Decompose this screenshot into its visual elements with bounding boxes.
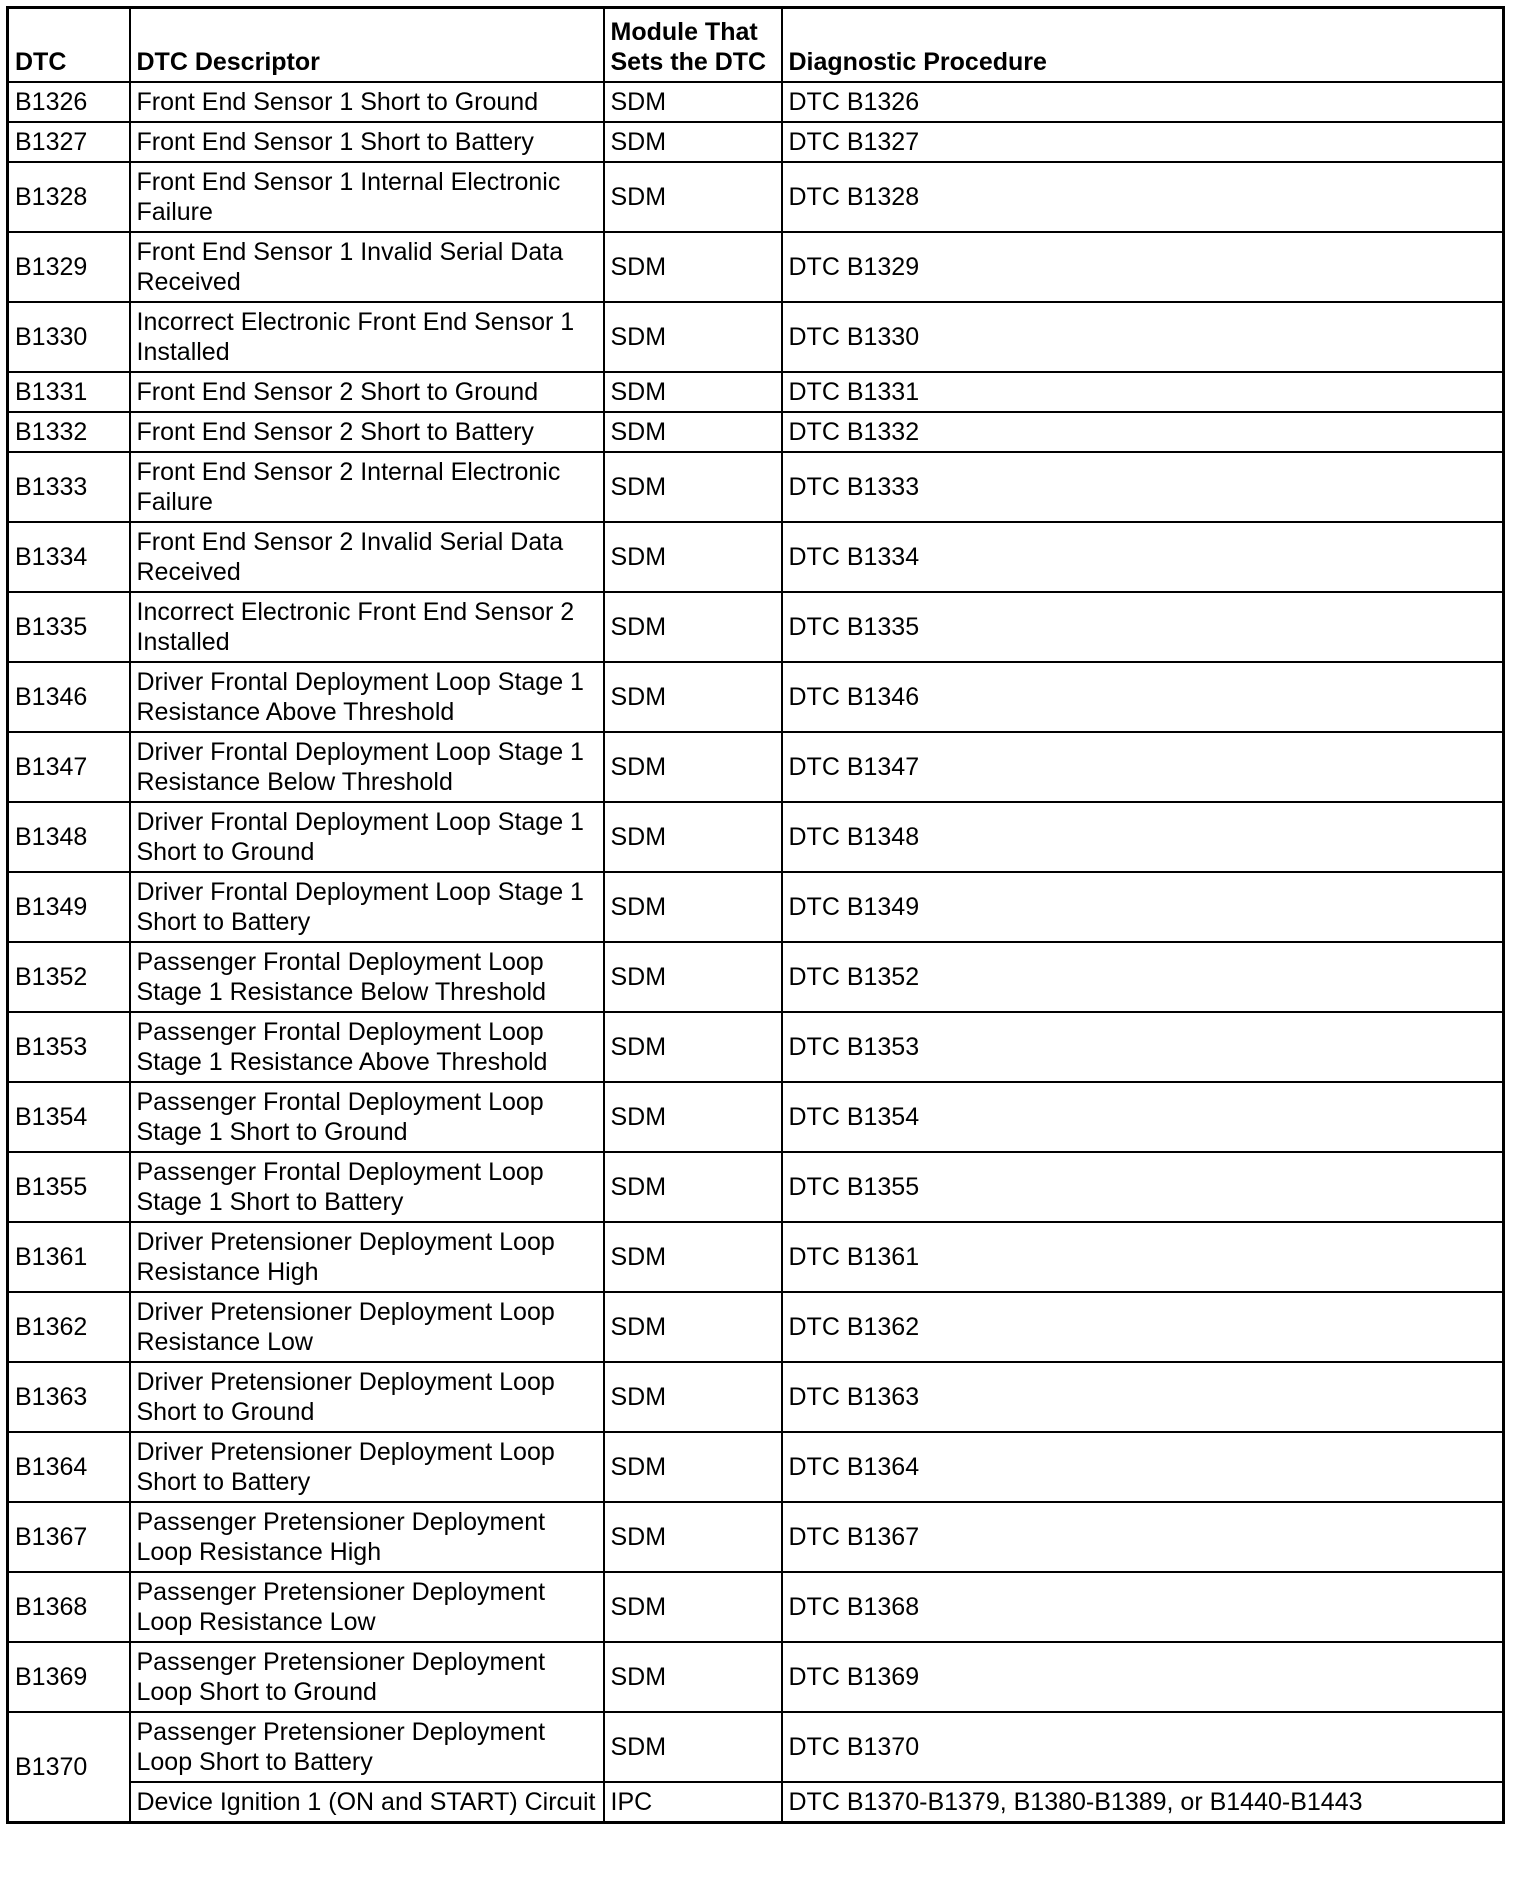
table-row (8, 1502, 1504, 1572)
dtc-code-cell: B1346 (8, 662, 130, 732)
table-row (8, 372, 1504, 412)
dtc-descriptor-cell: Front End Sensor 2 Invalid Serial Data Received (130, 522, 604, 592)
table-row (8, 1572, 1504, 1642)
module-cell: SDM (604, 1642, 782, 1712)
dtc-descriptor-cell: Passenger Frontal Deployment Loop Stage 1 Short to Battery (130, 1152, 604, 1222)
dtc-descriptor-cell: Front End Sensor 2 Short to Battery (130, 412, 604, 452)
dtc-descriptor-cell: Front End Sensor 1 Internal Electronic Failure (130, 162, 604, 232)
diagnostic-procedure-cell: DTC B1349 (782, 872, 1504, 942)
diagnostic-procedure-cell: DTC B1328 (782, 162, 1504, 232)
module-cell: SDM (604, 372, 782, 412)
diagnostic-procedure-cell: DTC B1354 (782, 1082, 1504, 1152)
dtc-code-cell: B1353 (8, 1012, 130, 1082)
table-row (8, 452, 1504, 522)
header-dtc: DTC (8, 8, 130, 83)
table-row (8, 1362, 1504, 1432)
diagnostic-procedure-cell: DTC B1369 (782, 1642, 1504, 1712)
dtc-code-cell: B1363 (8, 1362, 130, 1432)
module-cell: SDM (604, 232, 782, 302)
diagnostic-procedure-cell: DTC B1370 (782, 1712, 1504, 1782)
table-row (8, 1782, 1504, 1823)
module-cell: SDM (604, 412, 782, 452)
diagnostic-procedure-cell: DTC B1326 (782, 82, 1504, 122)
dtc-code-cell: B1334 (8, 522, 130, 592)
header-procedure: Diagnostic Procedure (782, 8, 1504, 83)
dtc-code-cell: B1331 (8, 372, 130, 412)
module-cell: SDM (604, 1572, 782, 1642)
module-cell: SDM (604, 452, 782, 522)
dtc-code-cell: B1367 (8, 1502, 130, 1572)
dtc-code-cell: B1369 (8, 1642, 130, 1712)
module-cell: SDM (604, 1222, 782, 1292)
dtc-code-cell: B1328 (8, 162, 130, 232)
table-row (8, 522, 1504, 592)
table-row (8, 942, 1504, 1012)
dtc-descriptor-cell: Incorrect Electronic Front End Sensor 2 Installed (130, 592, 604, 662)
table-row (8, 82, 1504, 122)
header-row (8, 8, 1504, 83)
header-module: Module That Sets the DTC (604, 8, 782, 83)
diagnostic-procedure-cell: DTC B1352 (782, 942, 1504, 1012)
dtc-descriptor-cell: Front End Sensor 2 Short to Ground (130, 372, 604, 412)
table-row (8, 302, 1504, 372)
diagnostic-procedure-cell: DTC B1331 (782, 372, 1504, 412)
table-row (8, 232, 1504, 302)
dtc-descriptor-cell: Front End Sensor 1 Invalid Serial Data Received (130, 232, 604, 302)
module-cell: IPC (604, 1782, 782, 1823)
dtc-descriptor-cell: Front End Sensor 1 Short to Battery (130, 122, 604, 162)
dtc-descriptor-cell: Passenger Frontal Deployment Loop Stage 1 Resistance Below Threshold (130, 942, 604, 1012)
dtc-code-cell: B1354 (8, 1082, 130, 1152)
module-cell: SDM (604, 592, 782, 662)
dtc-code-cell: B1368 (8, 1572, 130, 1642)
diagnostic-procedure-cell: DTC B1368 (782, 1572, 1504, 1642)
module-cell: SDM (604, 1712, 782, 1782)
diagnostic-procedure-cell: DTC B1353 (782, 1012, 1504, 1082)
dtc-code-cell: B1364 (8, 1432, 130, 1502)
table-row (8, 592, 1504, 662)
module-cell: SDM (604, 1502, 782, 1572)
diagnostic-procedure-cell: DTC B1333 (782, 452, 1504, 522)
dtc-descriptor-cell: Passenger Pretensioner Deployment Loop Short to Ground (130, 1642, 604, 1712)
module-cell: SDM (604, 1082, 782, 1152)
diagnostic-procedure-cell: DTC B1364 (782, 1432, 1504, 1502)
dtc-code-cell: B1330 (8, 302, 130, 372)
table-row (8, 1432, 1504, 1502)
dtc-code-cell: B1327 (8, 122, 130, 162)
module-cell: SDM (604, 942, 782, 1012)
dtc-descriptor-cell: Front End Sensor 1 Short to Ground (130, 82, 604, 122)
table-body (8, 82, 1504, 1823)
table-row (8, 1082, 1504, 1152)
dtc-descriptor-cell: Device Ignition 1 (ON and START) Circuit (130, 1782, 604, 1823)
dtc-code-cell: B1348 (8, 802, 130, 872)
module-cell: SDM (604, 162, 782, 232)
diagnostic-procedure-cell: DTC B1329 (782, 232, 1504, 302)
table-row (8, 1012, 1504, 1082)
dtc-descriptor-cell: Passenger Frontal Deployment Loop Stage 1 Resistance Above Threshold (130, 1012, 604, 1082)
dtc-descriptor-cell: Passenger Pretensioner Deployment Loop Resistance Low (130, 1572, 604, 1642)
diagnostic-procedure-cell: DTC B1330 (782, 302, 1504, 372)
table-row (8, 872, 1504, 942)
header-descriptor: DTC Descriptor (130, 8, 604, 83)
module-cell: SDM (604, 1012, 782, 1082)
table-row (8, 412, 1504, 452)
dtc-code-cell: B1329 (8, 232, 130, 302)
module-cell: SDM (604, 302, 782, 372)
diagnostic-procedure-cell: DTC B1355 (782, 1152, 1504, 1222)
table-row (8, 1292, 1504, 1362)
table-row (8, 1642, 1504, 1712)
module-cell: SDM (604, 802, 782, 872)
table-row (8, 662, 1504, 732)
table-row (8, 1712, 1504, 1782)
table-row (8, 162, 1504, 232)
dtc-code-cell: B1333 (8, 452, 130, 522)
dtc-descriptor-cell: Driver Frontal Deployment Loop Stage 1 Resistance Above Threshold (130, 662, 604, 732)
dtc-descriptor-cell: Incorrect Electronic Front End Sensor 1 Installed (130, 302, 604, 372)
dtc-code-cell: B1349 (8, 872, 130, 942)
table-row (8, 1222, 1504, 1292)
module-cell: SDM (604, 1432, 782, 1502)
dtc-code-cell: B1326 (8, 82, 130, 122)
dtc-code-cell: B1347 (8, 732, 130, 802)
diagnostic-procedure-cell: DTC B1367 (782, 1502, 1504, 1572)
diagnostic-procedure-cell: DTC B1362 (782, 1292, 1504, 1362)
dtc-descriptor-cell: Front End Sensor 2 Internal Electronic Failure (130, 452, 604, 522)
diagnostic-procedure-cell: DTC B1334 (782, 522, 1504, 592)
diagnostic-procedure-cell: DTC B1370-B1379, B1380-B1389, or B1440-B1443 (782, 1782, 1504, 1823)
diagnostic-procedure-cell: DTC B1327 (782, 122, 1504, 162)
dtc-table (6, 6, 1505, 1824)
dtc-descriptor-cell: Driver Frontal Deployment Loop Stage 1 Short to Battery (130, 872, 604, 942)
table-row (8, 122, 1504, 162)
dtc-code-cell: B1370 (8, 1712, 130, 1823)
module-cell: SDM (604, 1152, 782, 1222)
table-row (8, 802, 1504, 872)
dtc-code-cell: B1362 (8, 1292, 130, 1362)
module-cell: SDM (604, 1362, 782, 1432)
diagnostic-procedure-cell: DTC B1347 (782, 732, 1504, 802)
module-cell: SDM (604, 662, 782, 732)
dtc-descriptor-cell: Passenger Frontal Deployment Loop Stage 1 Short to Ground (130, 1082, 604, 1152)
dtc-descriptor-cell: Driver Frontal Deployment Loop Stage 1 Resistance Below Threshold (130, 732, 604, 802)
module-cell: SDM (604, 122, 782, 162)
dtc-code-cell: B1355 (8, 1152, 130, 1222)
diagnostic-procedure-cell: DTC B1335 (782, 592, 1504, 662)
dtc-code-cell: B1332 (8, 412, 130, 452)
module-cell: SDM (604, 1292, 782, 1362)
diagnostic-procedure-cell: DTC B1346 (782, 662, 1504, 732)
dtc-descriptor-cell: Driver Pretensioner Deployment Loop Resistance Low (130, 1292, 604, 1362)
dtc-code-cell: B1335 (8, 592, 130, 662)
diagnostic-procedure-cell: DTC B1332 (782, 412, 1504, 452)
dtc-descriptor-cell: Driver Pretensioner Deployment Loop Short to Ground (130, 1362, 604, 1432)
table-row (8, 732, 1504, 802)
dtc-descriptor-cell: Passenger Pretensioner Deployment Loop Short to Battery (130, 1712, 604, 1782)
dtc-descriptor-cell: Passenger Pretensioner Deployment Loop Resistance High (130, 1502, 604, 1572)
table-row (8, 1152, 1504, 1222)
diagnostic-procedure-cell: DTC B1348 (782, 802, 1504, 872)
diagnostic-procedure-cell: DTC B1361 (782, 1222, 1504, 1292)
dtc-code-cell: B1361 (8, 1222, 130, 1292)
module-cell: SDM (604, 732, 782, 802)
dtc-descriptor-cell: Driver Frontal Deployment Loop Stage 1 Short to Ground (130, 802, 604, 872)
dtc-descriptor-cell: Driver Pretensioner Deployment Loop Short to Battery (130, 1432, 604, 1502)
module-cell: SDM (604, 82, 782, 122)
dtc-code-cell: B1352 (8, 942, 130, 1012)
module-cell: SDM (604, 872, 782, 942)
module-cell: SDM (604, 522, 782, 592)
diagnostic-procedure-cell: DTC B1363 (782, 1362, 1504, 1432)
dtc-descriptor-cell: Driver Pretensioner Deployment Loop Resistance High (130, 1222, 604, 1292)
